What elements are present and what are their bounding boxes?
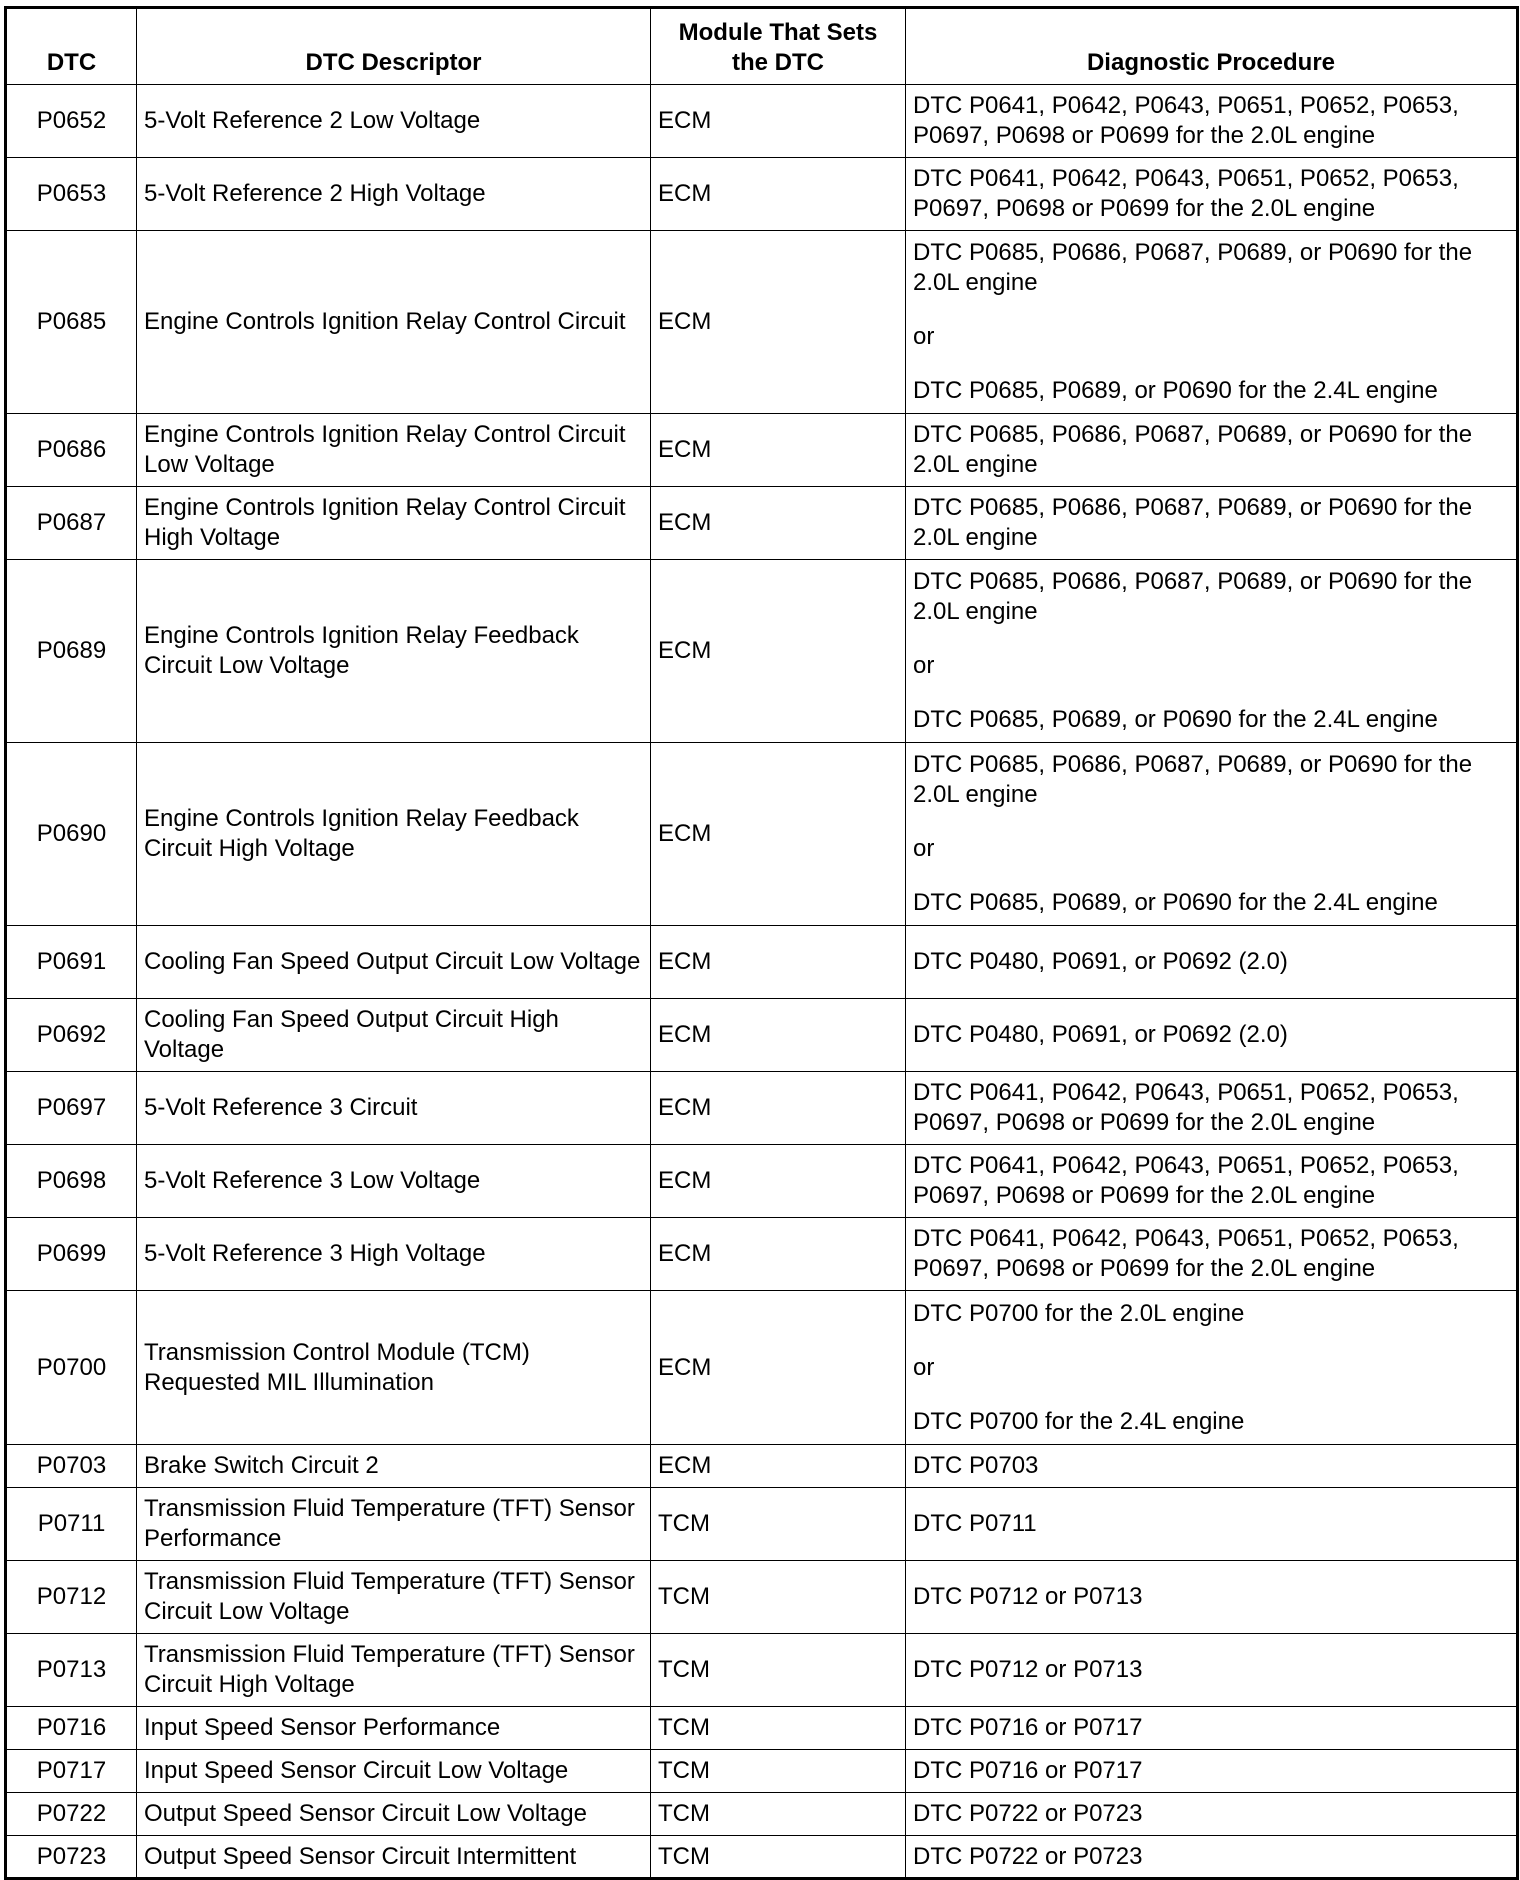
table-row — [6, 487, 1518, 560]
table-row — [6, 1707, 1518, 1750]
cell-dtc: P0697 — [6, 1072, 137, 1145]
procedure-line: DTC P0641, P0642, P0643, P0651, P0652, P0653, P0697, P0698 or P0699 for the 2.0L engine — [913, 1079, 1459, 1136]
cell-dtc: P0690 — [6, 743, 137, 926]
cell-module: ECM — [651, 1218, 906, 1291]
cell-descriptor: Input Speed Sensor Performance — [137, 1707, 651, 1750]
cell-descriptor: 5-Volt Reference 3 High Voltage — [137, 1218, 651, 1291]
cell-module: ECM — [651, 1291, 906, 1445]
cell-dtc: P0713 — [6, 1634, 137, 1707]
cell-dtc: P0716 — [6, 1707, 137, 1750]
cell-dtc: P0653 — [6, 158, 137, 231]
cell-descriptor: Engine Controls Ignition Relay Control Circuit Low Voltage — [137, 414, 651, 487]
table-body — [6, 85, 1518, 1879]
cell-diagnostic-procedure — [906, 1145, 1518, 1218]
cell-dtc: P0723 — [6, 1836, 137, 1879]
procedure-line: DTC P0685, P0686, P0687, P0689, or P0690 for the 2.0L engine — [913, 421, 1473, 478]
cell-diagnostic-procedure — [906, 231, 1518, 414]
table-row — [6, 560, 1518, 743]
cell-module: ECM — [651, 999, 906, 1072]
procedure-line: DTC P0641, P0642, P0643, P0651, P0652, P0653, P0697, P0698 or P0699 for the 2.0L engine — [913, 1152, 1459, 1209]
table-row — [6, 926, 1518, 999]
cell-descriptor: Transmission Fluid Temperature (TFT) Sensor Performance — [137, 1488, 651, 1561]
procedure-line: DTC P0722 or P0723 — [913, 1842, 1143, 1870]
cell-descriptor: 5-Volt Reference 3 Circuit — [137, 1072, 651, 1145]
cell-diagnostic-procedure — [906, 1836, 1518, 1879]
cell-diagnostic-procedure — [906, 560, 1518, 743]
cell-module: ECM — [651, 1445, 906, 1488]
cell-descriptor: 5-Volt Reference 2 High Voltage — [137, 158, 651, 231]
procedure-line: DTC P0712 or P0713 — [913, 1583, 1143, 1610]
cell-diagnostic-procedure — [906, 1072, 1518, 1145]
cell-module: TCM — [651, 1707, 906, 1750]
cell-descriptor: Input Speed Sensor Circuit Low Voltage — [137, 1750, 651, 1793]
table-row — [6, 414, 1518, 487]
cell-dtc: P0712 — [6, 1561, 137, 1634]
procedure-line: DTC P0716 or P0717 — [913, 1714, 1143, 1741]
cell-dtc: P0722 — [6, 1793, 137, 1836]
table-row — [6, 231, 1518, 414]
cell-diagnostic-procedure — [906, 1707, 1518, 1750]
cell-diagnostic-procedure — [906, 487, 1518, 560]
cell-diagnostic-procedure — [906, 1561, 1518, 1634]
procedure-line: or — [913, 323, 935, 350]
cell-descriptor: Cooling Fan Speed Output Circuit High Voltage — [137, 999, 651, 1072]
header-dtc: DTC — [6, 8, 137, 85]
cell-descriptor: Transmission Fluid Temperature (TFT) Sensor Circuit High Voltage — [137, 1634, 651, 1707]
cell-module: ECM — [651, 1072, 906, 1145]
cell-module: ECM — [651, 1145, 906, 1218]
cell-diagnostic-procedure — [906, 85, 1518, 158]
cell-descriptor: Transmission Fluid Temperature (TFT) Sensor Circuit Low Voltage — [137, 1561, 651, 1634]
cell-module: TCM — [651, 1793, 906, 1836]
table-row — [6, 158, 1518, 231]
procedure-line: DTC P0703 — [913, 1452, 1039, 1479]
cell-descriptor: Engine Controls Ignition Relay Feedback Circuit High Voltage — [137, 743, 651, 926]
cell-dtc: P0698 — [6, 1145, 137, 1218]
cell-module: TCM — [651, 1488, 906, 1561]
procedure-line: or — [913, 1353, 935, 1381]
dtc-table — [4, 6, 1519, 1880]
cell-descriptor: Brake Switch Circuit 2 — [137, 1445, 651, 1488]
cell-dtc: P0691 — [6, 926, 137, 999]
table-row — [6, 1793, 1518, 1836]
cell-dtc: P0652 — [6, 85, 137, 158]
table-row — [6, 999, 1518, 1072]
procedure-line: DTC P0685, P0686, P0687, P0689, or P0690 for the 2.0L engine — [913, 751, 1473, 808]
header-dtc-descriptor: DTC Descriptor — [137, 8, 651, 85]
cell-descriptor: Cooling Fan Speed Output Circuit Low Voltage — [137, 926, 651, 999]
procedure-line: DTC P0641, P0642, P0643, P0651, P0652, P0653, P0697, P0698 or P0699 for the 2.0L engine — [913, 165, 1459, 222]
procedure-line: DTC P0685, P0689, or P0690 for the 2.4L engine — [913, 706, 1438, 733]
cell-module: ECM — [651, 85, 906, 158]
cell-diagnostic-procedure — [906, 1218, 1518, 1291]
cell-diagnostic-procedure — [906, 999, 1518, 1072]
procedure-line: DTC P0480, P0691, or P0692 (2.0) — [913, 948, 1288, 975]
procedure-line: DTC P0641, P0642, P0643, P0651, P0652, P0653, P0697, P0698 or P0699 for the 2.0L engine — [913, 92, 1459, 149]
cell-dtc: P0717 — [6, 1750, 137, 1793]
procedure-line: DTC P0685, P0689, or P0690 for the 2.4L engine — [913, 377, 1438, 404]
cell-diagnostic-procedure — [906, 1793, 1518, 1836]
table-row — [6, 85, 1518, 158]
procedure-line: DTC P0685, P0686, P0687, P0689, or P0690 for the 2.0L engine — [913, 494, 1473, 551]
cell-descriptor: Transmission Control Module (TCM) Requested MIL Illumination — [137, 1291, 651, 1445]
cell-module: ECM — [651, 414, 906, 487]
procedure-line: DTC P0716 or P0717 — [913, 1757, 1143, 1784]
cell-diagnostic-procedure — [906, 1634, 1518, 1707]
cell-dtc: P0703 — [6, 1445, 137, 1488]
cell-dtc: P0699 — [6, 1218, 137, 1291]
procedure-line: or — [913, 652, 935, 679]
cell-module: ECM — [651, 743, 906, 926]
cell-module: ECM — [651, 487, 906, 560]
procedure-line: DTC P0480, P0691, or P0692 (2.0) — [913, 1021, 1288, 1048]
cell-module: TCM — [651, 1634, 906, 1707]
cell-module: ECM — [651, 560, 906, 743]
cell-dtc: P0692 — [6, 999, 137, 1072]
procedure-line: DTC P0722 or P0723 — [913, 1800, 1143, 1827]
cell-dtc: P0689 — [6, 560, 137, 743]
procedure-line: or — [913, 835, 935, 862]
table-row — [6, 1445, 1518, 1488]
procedure-line: DTC P0700 for the 2.0L engine — [913, 1299, 1245, 1327]
procedure-line: DTC P0685, P0686, P0687, P0689, or P0690 for the 2.0L engine — [913, 568, 1473, 625]
cell-diagnostic-procedure — [906, 1291, 1518, 1445]
cell-diagnostic-procedure — [906, 926, 1518, 999]
cell-module: ECM — [651, 158, 906, 231]
table-row — [6, 1634, 1518, 1707]
table-row — [6, 743, 1518, 926]
cell-dtc: P0685 — [6, 231, 137, 414]
table-row — [6, 1561, 1518, 1634]
cell-diagnostic-procedure — [906, 1488, 1518, 1561]
cell-module: ECM — [651, 231, 906, 414]
cell-dtc: P0687 — [6, 487, 137, 560]
cell-diagnostic-procedure — [906, 1750, 1518, 1793]
cell-module: TCM — [651, 1561, 906, 1634]
cell-module: TCM — [651, 1750, 906, 1793]
cell-descriptor: Output Speed Sensor Circuit Low Voltage — [137, 1793, 651, 1836]
cell-descriptor: Engine Controls Ignition Relay Control Circuit — [137, 231, 651, 414]
cell-dtc: P0686 — [6, 414, 137, 487]
header-module: Module That Sets the DTC — [651, 8, 906, 85]
procedure-line: DTC P0641, P0642, P0643, P0651, P0652, P0653, P0697, P0698 or P0699 for the 2.0L engine — [913, 1225, 1459, 1282]
cell-diagnostic-procedure — [906, 158, 1518, 231]
procedure-line: DTC P0712 or P0713 — [913, 1656, 1143, 1683]
procedure-line: DTC P0685, P0689, or P0690 for the 2.4L engine — [913, 889, 1438, 916]
cell-module: ECM — [651, 926, 906, 999]
cell-module: TCM — [651, 1836, 906, 1879]
header-diagnostic-procedure: Diagnostic Procedure — [906, 8, 1518, 85]
table-row — [6, 1218, 1518, 1291]
cell-descriptor: 5-Volt Reference 2 Low Voltage — [137, 85, 651, 158]
procedure-line: DTC P0711 — [913, 1510, 1037, 1537]
cell-descriptor: 5-Volt Reference 3 Low Voltage — [137, 1145, 651, 1218]
cell-dtc: P0711 — [6, 1488, 137, 1561]
cell-diagnostic-procedure — [906, 414, 1518, 487]
cell-diagnostic-procedure — [906, 1445, 1518, 1488]
table-row — [6, 1836, 1518, 1879]
table-row — [6, 1750, 1518, 1793]
procedure-line: DTC P0685, P0686, P0687, P0689, or P0690 for the 2.0L engine — [913, 239, 1473, 296]
cell-dtc: P0700 — [6, 1291, 137, 1445]
cell-descriptor: Engine Controls Ignition Relay Control Circuit High Voltage — [137, 487, 651, 560]
table-row — [6, 1072, 1518, 1145]
table-row — [6, 1291, 1518, 1445]
procedure-line: DTC P0700 for the 2.4L engine — [913, 1407, 1245, 1435]
cell-descriptor: Engine Controls Ignition Relay Feedback Circuit Low Voltage — [137, 560, 651, 743]
table-row — [6, 1145, 1518, 1218]
cell-descriptor: Output Speed Sensor Circuit Intermittent — [137, 1836, 651, 1879]
cell-diagnostic-procedure — [906, 743, 1518, 926]
table-row — [6, 1488, 1518, 1561]
table-header-row — [6, 8, 1518, 85]
